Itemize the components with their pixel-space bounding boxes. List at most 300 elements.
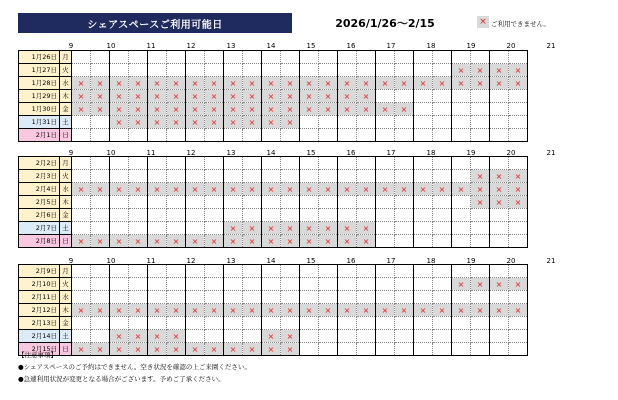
unavailable-slot: × [72,235,91,248]
time-slot [319,291,338,304]
time-slot [129,209,148,222]
time-slot [414,103,433,116]
time-slot [509,209,528,222]
time-slot [91,278,110,291]
row-date: 1月28日 [19,77,60,90]
unavailable-slot: × [91,183,110,196]
unavailable-slot: × [167,343,186,356]
time-slot [452,196,471,209]
time-slot [357,343,376,356]
time-slot [148,265,167,278]
time-slot [395,222,414,235]
time-slot [186,222,205,235]
unavailable-slot: × [186,343,205,356]
unavailable-slot: × [490,64,509,77]
unavailable-slot: × [490,170,509,183]
time-slot [262,291,281,304]
time-slot [224,129,243,142]
unavailable-slot: × [129,304,148,317]
time-slot [338,317,357,330]
time-slot [357,51,376,64]
time-slot [186,265,205,278]
schedule-week-3 [18,264,528,356]
time-slot [452,222,471,235]
schedule-row [19,183,528,196]
time-slot [110,291,129,304]
time-slot [357,209,376,222]
hour-label: 14 [266,257,276,265]
unavailable-slot: × [281,343,300,356]
unavailable-slot: × [243,77,262,90]
time-slot [414,222,433,235]
hour-label: 12 [186,149,196,157]
unavailable-slot: × [243,90,262,103]
unavailable-slot: × [319,90,338,103]
time-slot [490,209,509,222]
time-slot [281,265,300,278]
time-slot [509,129,528,142]
time-slot [148,278,167,291]
time-slot [224,291,243,304]
time-slot [148,291,167,304]
time-slot [300,209,319,222]
time-slot [167,157,186,170]
time-slot [376,129,395,142]
hour-label: 15 [306,257,316,265]
time-slot [509,51,528,64]
unavailable-slot: × [509,304,528,317]
time-slot [357,64,376,77]
time-slot [205,196,224,209]
unavailable-slot: × [72,304,91,317]
row-weekday: 水 [60,183,72,196]
unavailable-slot: × [91,90,110,103]
time-slot [319,330,338,343]
unavailable-slot: × [357,103,376,116]
time-slot [433,343,452,356]
unavailable-slot: × [110,90,129,103]
time-slot [72,291,91,304]
hour-label: 9 [68,257,74,265]
time-slot [319,265,338,278]
row-weekday: 木 [60,304,72,317]
time-slot [414,317,433,330]
unavailable-slot: × [72,183,91,196]
unavailable-slot: × [262,116,281,129]
unavailable-slot: × [262,222,281,235]
time-slot [319,51,338,64]
hour-label: 18 [426,257,436,265]
unavailable-slot: × [452,77,471,90]
row-weekday: 月 [60,51,72,64]
unavailable-slot: × [243,222,262,235]
time-slot [129,291,148,304]
time-slot [167,209,186,222]
time-slot [414,265,433,278]
unavailable-slot: × [224,343,243,356]
time-slot [357,330,376,343]
schedule-row [19,157,528,170]
time-slot [509,317,528,330]
row-weekday: 水 [60,291,72,304]
time-slot [490,51,509,64]
time-slot [471,116,490,129]
time-slot [452,157,471,170]
time-slot [300,64,319,77]
time-slot [471,209,490,222]
hour-label: 20 [506,149,516,157]
time-slot [433,222,452,235]
time-slot [110,129,129,142]
time-slot [91,317,110,330]
row-weekday: 木 [60,90,72,103]
time-slot [110,222,129,235]
hour-label: 10 [106,149,116,157]
time-slot [91,196,110,209]
unavailable-slot: × [357,304,376,317]
unavailable-slot: × [357,183,376,196]
unavailable-slot: × [129,103,148,116]
time-slot [452,291,471,304]
schedule-row [19,64,528,77]
time-slot [281,129,300,142]
time-slot [243,129,262,142]
date-range: 2026/1/26～2/15 [335,17,435,30]
time-slot [414,343,433,356]
hour-label: 15 [306,42,316,50]
unavailable-slot: × [300,304,319,317]
time-slot [357,129,376,142]
unavailable-slot: × [262,235,281,248]
unavailable-slot: × [509,278,528,291]
time-slot [205,209,224,222]
time-slot [91,64,110,77]
time-slot [262,157,281,170]
time-slot [110,51,129,64]
time-slot [224,265,243,278]
time-slot [490,343,509,356]
time-slot [129,157,148,170]
time-slot [243,51,262,64]
time-slot [471,291,490,304]
hour-label: 16 [346,42,356,50]
time-slot [148,129,167,142]
time-slot [395,330,414,343]
time-slot [148,317,167,330]
time-slot [395,64,414,77]
unavailable-slot: × [281,222,300,235]
row-date: 1月31日 [19,116,60,129]
unavailable-slot: × [376,304,395,317]
time-slot [490,317,509,330]
unavailable-slot: × [186,90,205,103]
time-slot [338,291,357,304]
time-slot [414,209,433,222]
time-slot [376,330,395,343]
time-slot [224,196,243,209]
time-slot [129,317,148,330]
unavailable-slot: × [91,343,110,356]
time-slot [243,317,262,330]
time-slot [72,170,91,183]
row-weekday: 火 [60,170,72,183]
unavailable-slot: × [186,183,205,196]
unavailable-slot: × [319,77,338,90]
note-item: ●シェアスペースのご予約はできません。空き状況を確認の上ご来園ください。 [18,363,251,371]
time-slot [452,170,471,183]
time-slot [376,90,395,103]
time-slot [243,64,262,77]
time-slot [262,129,281,142]
unavailable-slot: × [243,183,262,196]
time-slot [338,170,357,183]
time-slot [262,196,281,209]
time-slot [490,116,509,129]
hour-label: 17 [386,149,396,157]
hour-label: 18 [426,149,436,157]
time-slot [148,170,167,183]
hour-label: 13 [226,257,236,265]
time-slot [110,196,129,209]
time-slot [262,209,281,222]
unavailable-slot: × [224,103,243,116]
time-slot [433,278,452,291]
time-slot [300,317,319,330]
time-slot [376,51,395,64]
time-slot [395,196,414,209]
unavailable-slot: × [224,222,243,235]
time-slot [319,343,338,356]
legend-unavailable-mark: × [477,16,489,28]
time-slot [262,317,281,330]
unavailable-slot: × [110,116,129,129]
time-slot [205,291,224,304]
hour-label: 15 [306,149,316,157]
hour-label: 12 [186,257,196,265]
time-slot [452,103,471,116]
time-slot [471,235,490,248]
page-title: シェアスペースご利用可能日 [18,13,292,33]
time-slot [357,196,376,209]
time-slot [490,157,509,170]
time-slot [167,222,186,235]
unavailable-slot: × [91,103,110,116]
hour-label: 21 [546,149,556,157]
hour-label: 12 [186,42,196,50]
unavailable-slot: × [110,304,129,317]
schedule-row [19,330,528,343]
unavailable-slot: × [395,304,414,317]
time-slot [72,157,91,170]
unavailable-slot: × [471,77,490,90]
time-slot [243,170,262,183]
unavailable-slot: × [414,304,433,317]
time-slot [357,157,376,170]
time-slot [281,278,300,291]
time-slot [509,291,528,304]
time-slot [319,209,338,222]
unavailable-slot: × [395,77,414,90]
time-slot [72,222,91,235]
time-slot [300,157,319,170]
unavailable-slot: × [110,77,129,90]
time-slot [205,265,224,278]
time-slot [319,170,338,183]
time-slot [338,330,357,343]
time-slot [338,196,357,209]
unavailable-slot: × [357,235,376,248]
unavailable-slot: × [281,90,300,103]
time-slot [262,265,281,278]
schedule-row [19,278,528,291]
unavailable-slot: × [243,235,262,248]
time-slot [72,51,91,64]
schedule-row [19,90,528,103]
time-slot [357,278,376,291]
row-date: 2月1日 [19,129,60,142]
time-slot [129,64,148,77]
time-slot [490,235,509,248]
time-slot [72,209,91,222]
unavailable-slot: × [205,343,224,356]
unavailable-slot: × [186,116,205,129]
time-slot [148,196,167,209]
time-slot [414,196,433,209]
time-slot [281,209,300,222]
hour-label: 18 [426,42,436,50]
unavailable-slot: × [471,64,490,77]
row-date: 1月27日 [19,64,60,77]
time-slot [72,330,91,343]
schedule-row [19,209,528,222]
unavailable-slot: × [167,116,186,129]
time-slot [376,317,395,330]
unavailable-slot: × [148,90,167,103]
time-slot [205,170,224,183]
time-slot [224,170,243,183]
unavailable-slot: × [262,77,281,90]
time-slot [91,129,110,142]
row-weekday: 日 [60,343,72,356]
time-slot [110,209,129,222]
time-slot [243,265,262,278]
time-slot [224,209,243,222]
time-slot [319,196,338,209]
time-slot [129,265,148,278]
row-date: 2月5日 [19,196,60,209]
time-slot [186,157,205,170]
hour-label: 9 [68,149,74,157]
time-slot [262,51,281,64]
time-slot [376,209,395,222]
row-weekday: 金 [60,103,72,116]
time-slot [452,265,471,278]
time-slot [509,222,528,235]
time-slot [72,278,91,291]
unavailable-slot: × [338,183,357,196]
time-slot [452,317,471,330]
unavailable-slot: × [395,103,414,116]
schedule-row [19,222,528,235]
unavailable-slot: × [452,183,471,196]
time-slot [243,278,262,291]
time-slot [376,343,395,356]
unavailable-slot: × [110,103,129,116]
row-date: 2月9日 [19,265,60,278]
unavailable-slot: × [205,103,224,116]
time-slot [319,116,338,129]
unavailable-slot: × [490,278,509,291]
unavailable-slot: × [148,304,167,317]
time-slot [395,209,414,222]
time-slot [471,129,490,142]
hour-label: 14 [266,149,276,157]
time-slot [490,103,509,116]
time-slot [262,64,281,77]
time-slot [72,116,91,129]
time-slot [300,343,319,356]
unavailable-slot: × [167,304,186,317]
time-slot [186,317,205,330]
unavailable-slot: × [243,304,262,317]
time-slot [395,317,414,330]
time-slot [262,278,281,291]
time-slot [338,116,357,129]
time-slot [281,64,300,77]
time-slot [129,129,148,142]
time-slot [224,330,243,343]
unavailable-slot: × [433,77,452,90]
time-slot [205,317,224,330]
unavailable-slot: × [414,77,433,90]
unavailable-slot: × [262,304,281,317]
unavailable-slot: × [148,330,167,343]
time-slot [376,222,395,235]
time-slot [72,196,91,209]
unavailable-slot: × [224,304,243,317]
unavailable-slot: × [281,183,300,196]
time-slot [72,317,91,330]
row-date: 1月26日 [19,51,60,64]
time-slot [357,170,376,183]
time-slot [452,330,471,343]
unavailable-slot: × [129,330,148,343]
time-slot [110,64,129,77]
time-slot [433,196,452,209]
time-slot [452,235,471,248]
unavailable-slot: × [319,304,338,317]
row-date: 2月14日 [19,330,60,343]
unavailable-slot: × [300,183,319,196]
time-slot [338,157,357,170]
time-slot [433,209,452,222]
unavailable-slot: × [129,183,148,196]
row-date: 2月7日 [19,222,60,235]
time-slot [72,129,91,142]
time-slot [452,129,471,142]
row-weekday: 金 [60,209,72,222]
row-weekday: 土 [60,222,72,235]
unavailable-slot: × [471,278,490,291]
time-slot [414,90,433,103]
time-slot [376,170,395,183]
time-slot [509,90,528,103]
unavailable-slot: × [72,77,91,90]
time-slot [376,265,395,278]
time-slot [433,129,452,142]
time-slot [281,51,300,64]
time-slot [395,51,414,64]
